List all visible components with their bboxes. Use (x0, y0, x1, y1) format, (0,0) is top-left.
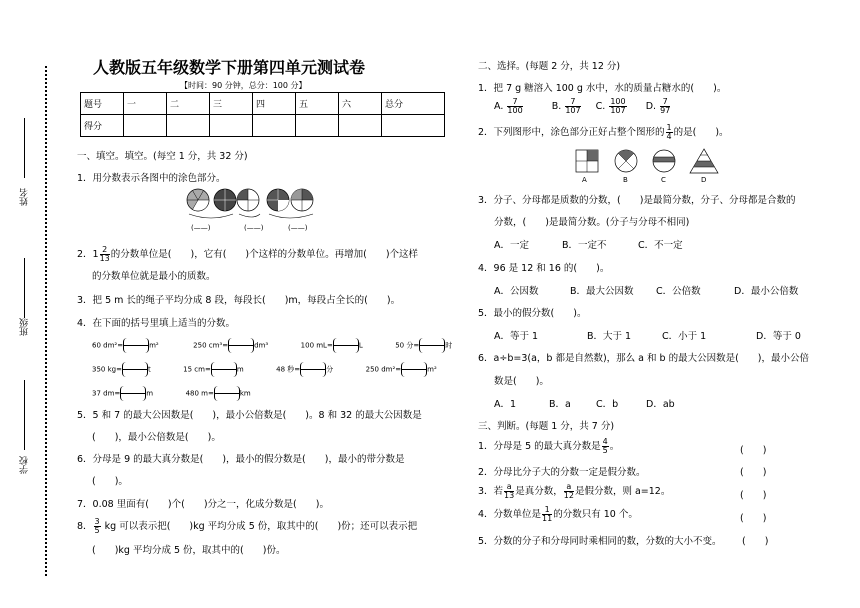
fraction-blank[interactable] (122, 362, 148, 377)
class-label: 班级 (20, 318, 30, 336)
q2-prefix: 2．下列图形中，涂色部分正好占整个图形的 (478, 127, 665, 138)
shape-c-circle-bands[interactable] (653, 150, 675, 172)
score-cell[interactable] (296, 115, 339, 137)
s1-question-8 (77, 518, 417, 535)
s1-question-6: 6．分母是 9 的最大真分数是( )，最小的假分数是( )，最小的带分数是 (77, 454, 405, 465)
q4-unit: dm³ (254, 341, 269, 350)
q2-text: 的分数单位是( )，它有( )个这样的分数单位。再增加( )个这样 (110, 249, 419, 260)
school-line (24, 380, 25, 450)
q4-unit: m (236, 365, 244, 374)
frac-den: 13 (504, 491, 515, 500)
q2-suffix: 的是( )。 (673, 127, 729, 138)
class-line (24, 258, 25, 318)
q4-item: 480 m= (185, 389, 214, 398)
q1-blank-2[interactable]: (——) (244, 224, 264, 232)
s2-q3-option-a[interactable]: A．一定 (494, 240, 529, 251)
s1-question-6-line2: ( )。 (92, 476, 128, 487)
s2-question-2 (478, 124, 729, 141)
s1-question-1: 1．用分数表示各图中的涂色部分。 (77, 173, 226, 184)
option-c-fraction[interactable] (609, 98, 626, 115)
q4-row-2 (92, 362, 437, 377)
option-b-fraction[interactable] (565, 98, 580, 115)
score-cell[interactable] (210, 115, 253, 137)
s3-q3-prefix: 3．若 (478, 486, 504, 497)
score-table (80, 92, 445, 137)
s3-q4-suffix: 的分数只有 10 个。 (553, 509, 638, 520)
page-title: 人教版五年级数学下册第四单元测试卷 (93, 58, 366, 77)
q8-prefix: 8． (77, 521, 93, 532)
s3-q5-answer[interactable]: ( ) (742, 536, 769, 547)
q4-row-3 (92, 386, 251, 401)
binding-strip (0, 0, 60, 608)
s1-question-2-line2: 的分数单位就是最小的质数。 (92, 271, 216, 282)
option-d-fraction[interactable] (660, 98, 670, 115)
score-header-cell: 题号 (81, 93, 124, 115)
q4-unit: m² (149, 341, 159, 350)
frac-num: 7 (565, 98, 580, 107)
q2-fraction (100, 246, 110, 263)
q4-unit: 时 (445, 341, 453, 350)
s2-q5-option-a[interactable]: A．等于 1 (494, 331, 539, 342)
name-line (24, 118, 25, 178)
q4-item: 250 cm³= (193, 341, 229, 350)
frac-den: 5 (602, 446, 608, 455)
s2-q3-option-b[interactable]: B．一定不 (562, 240, 607, 251)
score-header-cell: 六 (339, 93, 382, 115)
frac-num: 1 (542, 506, 552, 515)
pie-1 (187, 189, 209, 211)
school-label: 学校 (20, 456, 30, 474)
frac-den: 4 (666, 132, 672, 141)
s3-question-4 (478, 506, 638, 523)
score-header-cell: 五 (296, 93, 339, 115)
s1-question-5-line2: ( )，最小公倍数是( )。 (92, 432, 221, 443)
s2-question-1: 1．把 7 g 糖溶入 100 g 水中，水的质量占糖水的( )。 (478, 83, 727, 94)
score-cell[interactable] (382, 115, 445, 137)
s2-question-6-line2: 数是( )。 (494, 376, 549, 387)
s2-question-3: 3．分子、分母都是质数的分数，( )是最简分数，分子、分母都是合数的 (478, 195, 796, 206)
score-cell[interactable] (339, 115, 382, 137)
s1-question-4: 4．在下面的括号里填上适当的分数。 (77, 318, 236, 329)
frac-num: 2 (100, 246, 110, 255)
s3-q4-fraction (542, 506, 552, 523)
s2-q6-option-c[interactable]: C．b (596, 399, 619, 410)
s3-q3-mid: 是真分数， (515, 486, 563, 497)
s2-q4-option-d[interactable]: D．最小公倍数 (734, 286, 799, 297)
s2-question-3-line2: 分数，( )是最简分数。(分子与分母不相同) (494, 217, 690, 228)
fraction-blank[interactable] (214, 386, 240, 401)
q8-text: kg 可以表示把( )kg 平均分成 5 份，取其中的( )份；还可以表示把 (101, 521, 418, 532)
s2-q6-option-b[interactable]: B．a (549, 399, 571, 410)
score-header-cell: 四 (253, 93, 296, 115)
frac-num: 100 (610, 97, 626, 106)
s3-question-5: 5．分数的分子和分母同时乘相同的数，分数的大小不变。 (478, 536, 722, 547)
s3-q3-answer[interactable]: ( ) (740, 490, 767, 501)
frac-den: 107 (565, 106, 581, 115)
q4-item: 37 dm= (92, 389, 121, 398)
frac-num: 3 (94, 517, 100, 526)
section1-heading: 一、填空。填空。(每空 1 分，共 32 分) (77, 151, 248, 162)
q1-blank-3[interactable]: (——) (288, 224, 308, 232)
shape-label-c: C (661, 176, 666, 184)
q2-prefix: 2．1 (77, 249, 99, 260)
s2-question-5: 5．最小的假分数( )。 (478, 308, 587, 319)
score-table-score-row (81, 115, 445, 137)
option-label: B. (551, 101, 562, 112)
s3-q3-fraction-2 (564, 483, 574, 500)
s2-question-6: 6．a÷b=3(a，b 都是自然数)，那么 a 和 b 的最大公因数是( )，最小公倍 (478, 353, 809, 364)
score-row-label: 得分 (81, 115, 124, 137)
s3-q1-prefix: 1．分母是 5 的最大真分数是 (478, 441, 601, 452)
q8-fraction (94, 518, 101, 535)
s3-q4-answer[interactable]: ( ) (740, 513, 767, 524)
frac-num: 4 (602, 437, 608, 446)
pie-3 (237, 189, 259, 211)
frac-den: 107 (610, 106, 626, 115)
s2-q5-option-d[interactable]: D．等于 0 (756, 331, 801, 342)
q4-unit: m (146, 389, 154, 398)
q4-unit: L (358, 341, 363, 350)
s2-q3-option-c[interactable]: C．不一定 (638, 240, 683, 251)
s1-question-8-line2: ( )kg 平均分成 5 份，取其中的( )份。 (92, 545, 286, 556)
fraction-blank[interactable] (401, 362, 427, 377)
fraction-blank[interactable] (300, 362, 326, 377)
s3-question-1 (478, 438, 619, 455)
s3-q4-prefix: 4．分数单位是 (478, 509, 542, 520)
score-header-cell: 一 (124, 93, 167, 115)
q2-fraction (666, 124, 673, 141)
frac-den: 5 (94, 526, 100, 535)
score-header-cell: 二 (167, 93, 210, 115)
s3-q1-suffix: 。 (609, 441, 620, 452)
score-header-cell: 三 (210, 93, 253, 115)
dotted-cut-line (45, 66, 47, 576)
q4-item: 60 dm²= (92, 341, 124, 350)
s3-q2-answer[interactable]: ( ) (740, 467, 767, 478)
fraction-blank[interactable] (419, 338, 445, 353)
s2-q5-option-c[interactable]: C．小于 1 (662, 331, 707, 342)
frac-den: 12 (563, 491, 574, 500)
shape-label-a: A (582, 176, 587, 184)
s1-question-7: 7．0.08 里面有( )个( )分之一，化成分数是( )。 (77, 499, 329, 510)
s3-q3-suffix: 是假分数，则 a=12。 (574, 486, 671, 497)
s2-q6-option-a[interactable]: A．1 (494, 399, 517, 410)
q4-item: 350 kg= (92, 365, 122, 374)
score-header-cell: 总分 (382, 93, 445, 115)
fraction-blank[interactable] (120, 386, 146, 401)
s2-q6-option-d[interactable]: D．ab (646, 399, 675, 410)
name-label: 姓名 (20, 188, 30, 206)
section3-heading: 三、判断。(每题 1 分，共 7 分) (478, 421, 615, 432)
q4-item: 100 mL= (300, 341, 333, 350)
s2-q1-options (494, 98, 671, 115)
q4-item: 15 cm= (183, 365, 211, 374)
section2-heading: 二、选择。(每题 2 分，共 12 分) (478, 61, 621, 72)
option-label: D. (645, 101, 657, 112)
option-label: C. (595, 101, 606, 112)
frac-num: 1 (666, 123, 672, 132)
s1-question-2 (77, 246, 418, 263)
score-table-header-row (81, 93, 445, 115)
q1-blank-1[interactable]: (——) (191, 224, 211, 232)
q4-unit: 分 (326, 365, 334, 374)
s3-q3-fraction-1 (504, 483, 514, 500)
frac-num: a (564, 483, 574, 492)
score-cell[interactable] (167, 115, 210, 137)
q4-item: 50 分= (395, 341, 420, 350)
frac-num: a (504, 483, 514, 492)
pie-5 (291, 189, 313, 211)
pie-2 (214, 189, 236, 211)
time-info: 【时间：90 分钟，总分：100 分】 (180, 81, 307, 90)
q4-unit: m² (427, 365, 437, 374)
fraction-blank[interactable] (123, 338, 149, 353)
frac-num: 7 (507, 98, 522, 107)
frac-den: 13 (99, 254, 110, 263)
q4-unit: t (147, 365, 151, 374)
q4-item: 250 dm²= (365, 365, 402, 374)
s2-q4-option-c[interactable]: C．公倍数 (656, 286, 701, 297)
option-a-fraction[interactable] (507, 98, 522, 115)
frac-num: 7 (660, 98, 670, 107)
shape-label-b: B (623, 176, 628, 184)
s2-q5-option-b[interactable]: B．大于 1 (587, 331, 632, 342)
frac-den: 97 (660, 106, 671, 115)
s1-question-3: 3．把 5 m 长的绳子平均分成 8 段，每段长( )m，每段占全长的( )。 (77, 295, 401, 306)
frac-den: 100 (507, 106, 523, 115)
fraction-blank[interactable] (211, 362, 237, 377)
option-label: A. (494, 101, 504, 112)
s3-question-2: 2．分母比分子大的分数一定是假分数。 (478, 467, 646, 478)
s3-question-3 (478, 483, 670, 500)
fraction-blank[interactable] (228, 338, 254, 353)
pie-4 (267, 189, 289, 211)
s3-q1-fraction (602, 438, 609, 455)
q4-unit: km (239, 389, 251, 398)
fraction-blank[interactable] (333, 338, 359, 353)
score-cell[interactable] (253, 115, 296, 137)
q4-item: 48 秒= (276, 365, 301, 374)
frac-den: 11 (542, 514, 553, 523)
score-cell[interactable] (124, 115, 167, 137)
shape-d-triangle[interactable] (690, 149, 718, 173)
s1-question-5: 5．5 和 7 的最大公因数是( )，最小公倍数是( )。8 和 32 的最大公因数是 (77, 410, 422, 421)
s2-question-4: 4．96 是 12 和 16 的( )。 (478, 263, 610, 274)
shape-a-grid[interactable] (576, 150, 598, 172)
s2-q4-option-a[interactable]: A．公因数 (494, 286, 539, 297)
q4-row-1 (92, 338, 452, 353)
shape-b-circle-x[interactable] (615, 150, 637, 172)
shape-label-d: D (701, 176, 707, 184)
s3-q1-answer[interactable]: ( ) (740, 445, 767, 456)
s2-q4-option-b[interactable]: B．最大公因数 (570, 286, 634, 297)
